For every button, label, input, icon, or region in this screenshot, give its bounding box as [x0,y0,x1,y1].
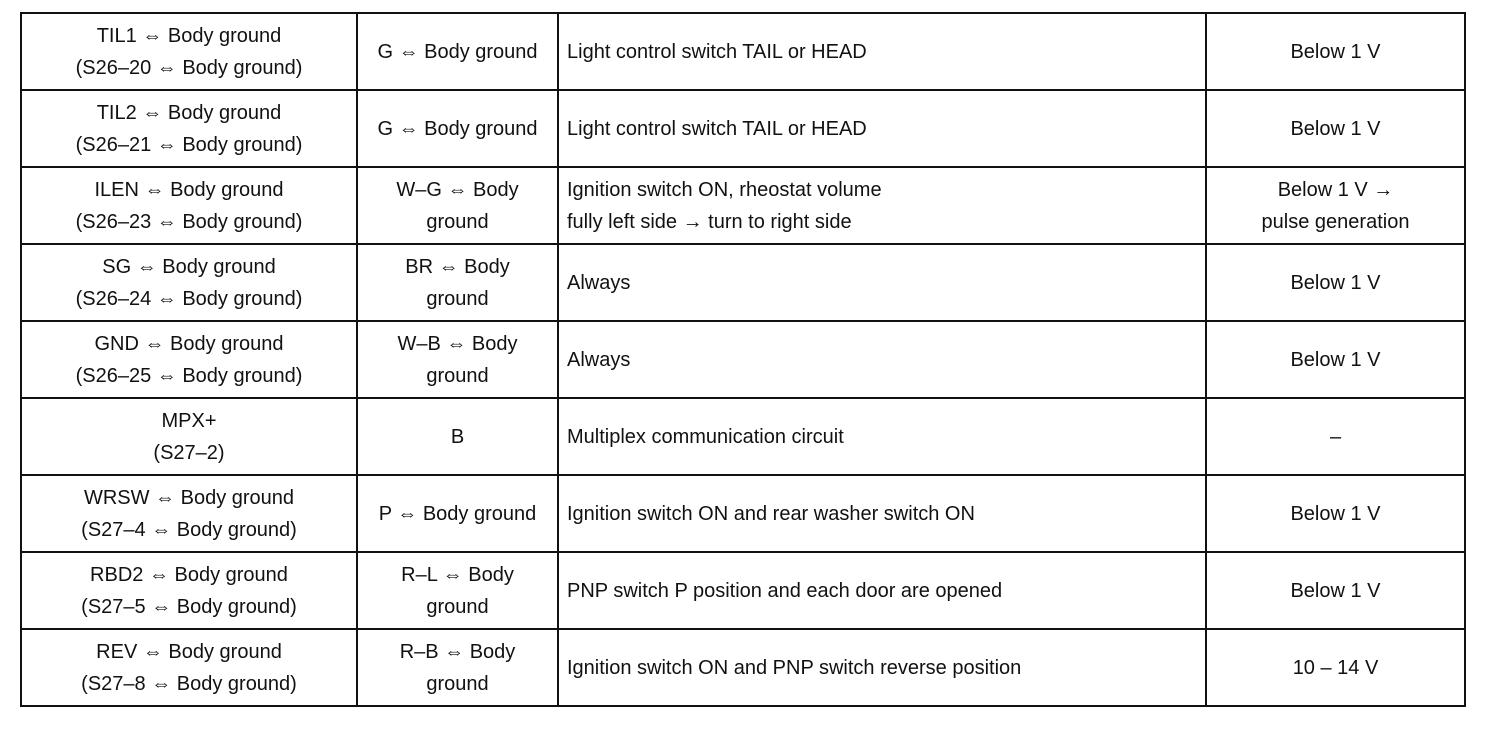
wiring-color-text: ground [426,364,489,387]
wiring-color-text: ground [426,210,489,233]
specified-condition-text: Below 1 V [1290,271,1381,294]
condition-text: Always [567,348,631,371]
condition-text: Light control switch TAIL or HEAD [567,40,867,63]
wiring-color-cell [357,475,558,552]
terminal-text: SG ⇔ Body ground [102,255,276,278]
terminal-text: REV ⇔ Body ground [96,640,282,663]
wiring-color-text: G ⇔ Body ground [377,40,538,63]
specified-condition-cell [1206,321,1465,398]
specified-condition-cell [1206,90,1465,167]
specified-condition-text: Below 1 V [1290,40,1381,63]
wiring-color-text: ground [426,672,489,695]
wiring-color-text: P ⇔ Body ground [378,502,537,525]
terminal-cell [21,552,357,629]
specified-condition-text: Below 1 V [1290,348,1381,371]
condition-text: Always [567,271,631,294]
wiring-color-cell [357,167,558,244]
specified-condition-text: Below 1 V → [1277,178,1394,201]
specified-condition-cell [1206,552,1465,629]
wiring-color-cell [357,629,558,706]
table-row [21,244,1465,321]
wiring-color-cell [357,398,558,475]
condition-cell [558,398,1206,475]
specified-condition-text: pulse generation [1261,210,1410,233]
terminal-cell [21,321,357,398]
condition-cell [558,167,1206,244]
wiring-color-text: ground [426,595,489,618]
condition-cell [558,244,1206,321]
terminal-cell [21,475,357,552]
terminal-text: TIL2 ⇔ Body ground [96,101,282,124]
wiring-color-text: ground [426,287,489,310]
wiring-color-cell [357,552,558,629]
condition-text: fully left side → turn to right side [567,210,852,233]
terminal-text: (S27–5 ⇔ Body ground) [81,595,297,618]
specified-condition-text: Below 1 V [1290,117,1381,140]
terminal-cell [21,629,357,706]
terminal-text: ILEN ⇔ Body ground [94,178,284,201]
terminal-spec-table [20,12,1466,707]
specified-condition-text: Below 1 V [1290,579,1381,602]
wiring-color-text: W–B ⇔ Body [397,332,518,355]
wiring-color-text: R–B ⇔ Body [399,640,516,663]
wiring-color-text: R–L ⇔ Body [401,563,514,586]
specified-condition-text: 10 – 14 V [1292,656,1379,679]
terminal-text: (S26–24 ⇔ Body ground) [75,287,303,310]
wiring-color-text: B [450,425,465,448]
condition-text: PNP switch P position and each door are opened [567,579,1003,602]
table-row [21,167,1465,244]
terminal-cell [21,244,357,321]
specified-condition-cell [1206,244,1465,321]
condition-text: Ignition switch ON and PNP switch reverse position [567,656,1022,679]
wiring-color-text: W–G ⇔ Body [396,178,519,201]
condition-cell [558,629,1206,706]
specified-condition-cell [1206,398,1465,475]
table-row [21,90,1465,167]
terminal-text: (S26–25 ⇔ Body ground) [75,364,303,387]
terminal-text: GND ⇔ Body ground [94,332,284,355]
condition-cell [558,90,1206,167]
wiring-color-text: BR ⇔ Body [405,255,510,278]
table-row [21,475,1465,552]
condition-cell [558,321,1206,398]
specified-condition-cell [1206,475,1465,552]
terminal-text: (S26–23 ⇔ Body ground) [75,210,303,233]
terminal-cell [21,398,357,475]
terminal-text: MPX+ [161,409,217,432]
condition-text: Light control switch TAIL or HEAD [567,117,867,140]
table-row [21,321,1465,398]
terminal-text: (S26–21 ⇔ Body ground) [75,133,303,156]
specified-condition-text: – [1329,425,1342,448]
wiring-color-cell [357,13,558,90]
condition-text: Ignition switch ON and rear washer switch ON [567,502,975,525]
wiring-color-cell [357,321,558,398]
condition-cell [558,552,1206,629]
table-row [21,629,1465,706]
terminal-text: (S27–4 ⇔ Body ground) [81,518,297,541]
condition-text: Multiplex communication circuit [567,425,844,448]
condition-cell [558,13,1206,90]
specified-condition-cell [1206,167,1465,244]
condition-text: Ignition switch ON, rheostat volume [567,178,882,201]
wiring-color-cell [357,90,558,167]
wiring-color-cell [357,244,558,321]
condition-cell [558,475,1206,552]
table-body [21,13,1465,706]
wiring-color-text: G ⇔ Body ground [377,117,538,140]
specified-condition-cell [1206,629,1465,706]
terminal-text: (S26–20 ⇔ Body ground) [75,56,303,79]
table-row [21,13,1465,90]
terminal-cell [21,90,357,167]
terminal-text: WRSW ⇔ Body ground [83,486,295,509]
table-row [21,552,1465,629]
terminal-cell [21,13,357,90]
terminal-text: (S27–8 ⇔ Body ground) [81,672,297,695]
specified-condition-text: Below 1 V [1290,502,1381,525]
table-row [21,398,1465,475]
terminal-text: RBD2 ⇔ Body ground [90,563,288,586]
terminal-text: TIL1 ⇔ Body ground [96,24,282,47]
terminal-cell [21,167,357,244]
specified-condition-cell [1206,13,1465,90]
terminal-text: (S27–2) [153,441,225,464]
